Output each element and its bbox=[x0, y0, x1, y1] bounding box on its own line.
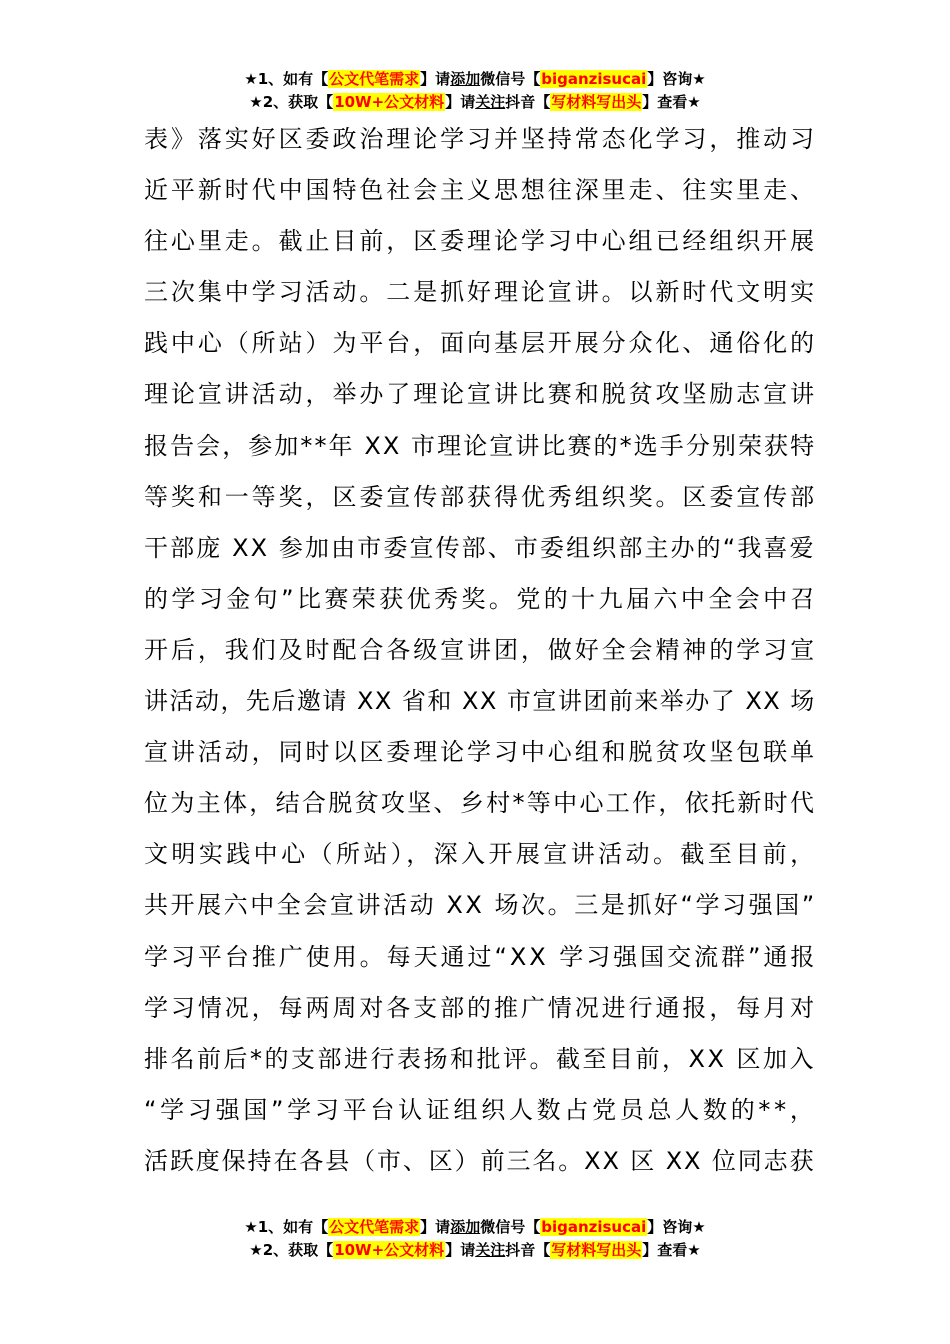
banner-underlined-text: 关注 bbox=[475, 1241, 506, 1259]
banner-text: 】请 bbox=[420, 70, 451, 88]
body-line: 表》落实好区委政治理论学习并坚持常态化学习，推动习 bbox=[144, 125, 817, 153]
body-line: 干部庞 XX 参加由市委宣传部、市委组织部主办的“我喜爱 bbox=[144, 533, 816, 562]
banner-line-2 bbox=[0, 91, 950, 114]
banner-highlight: biganzisucai bbox=[541, 70, 647, 88]
banner-text: 】咨询★ bbox=[647, 70, 706, 88]
body-line: 开后，我们及时配合各级宣讲团，做好全会精神的学习宣 bbox=[144, 635, 817, 664]
body-line: 报告会，参加**年 XX 市理论宣讲比赛的*选手分别荣获特 bbox=[144, 431, 817, 460]
body-line: 活跃度保持在各县（市、区）前三名。XX 区 XX 位同志获 bbox=[144, 1146, 816, 1175]
banner-highlight: 公文代笔需求 bbox=[329, 1218, 420, 1236]
banner-highlight: 10W+公文材料 bbox=[334, 93, 445, 111]
banner-line-1 bbox=[0, 1216, 950, 1239]
banner-underlined-text: 添加 bbox=[450, 1218, 481, 1236]
body-line: “学习强国”学习平台认证组织人数占党员总人数的**， bbox=[144, 1095, 818, 1124]
banner-text: ★1、如有【 bbox=[244, 70, 329, 88]
banner-text: 】查看★ bbox=[642, 1241, 701, 1259]
body-line: 宣讲活动，同时以区委理论学习中心组和脱贫攻坚包联单 bbox=[144, 738, 817, 767]
banner-text: 】咨询★ bbox=[647, 1218, 706, 1236]
banner-text: ★1、如有【 bbox=[244, 1218, 329, 1236]
banner-line-1 bbox=[0, 68, 950, 91]
banner-text: ★2、获取【 bbox=[249, 1241, 334, 1259]
banner-text: 微信号【 bbox=[480, 1218, 541, 1236]
body-line: 文明实践中心（所站），深入开展宣讲活动。截至目前， bbox=[144, 840, 818, 869]
banner-highlight: 写材料写出头 bbox=[551, 93, 642, 111]
body-line: 践中心（所站）为平台，面向基层开展分众化、通俗化的 bbox=[144, 329, 817, 358]
footer-banner bbox=[0, 1216, 950, 1262]
body-line: 讲活动，先后邀请 XX 省和 XX 市宣讲团前来举办了 XX 场 bbox=[144, 687, 816, 716]
body-line: 等奖和一等奖，区委宣传部获得优秀组织奖。区委宣传部 bbox=[144, 482, 817, 511]
body-line: 理论宣讲活动，举办了理论宣讲比赛和脱贫攻坚励志宣讲 bbox=[144, 380, 817, 409]
banner-text: 】查看★ bbox=[642, 93, 701, 111]
banner-underlined-text: 关注 bbox=[475, 93, 506, 111]
body-line: 位为主体，结合脱贫攻坚、乡村*等中心工作，依托新时代 bbox=[144, 789, 817, 818]
body-line: 学习情况，每两周对各支部的推广情况进行通报，每月对 bbox=[144, 993, 817, 1022]
body-line: 三次集中学习活动。二是抓好理论宣讲。以新时代文明实 bbox=[144, 278, 817, 307]
banner-text: 抖音【 bbox=[505, 1241, 551, 1259]
body-line: 近平新时代中国特色社会主义思想往深里走、往实里走、 bbox=[144, 176, 817, 205]
body-line: 往心里走。截止目前，区委理论学习中心组已经组织开展 bbox=[144, 227, 817, 256]
banner-text: 抖音【 bbox=[505, 93, 551, 111]
banner-text: 】请 bbox=[445, 1241, 476, 1259]
document-body bbox=[144, 114, 818, 1187]
body-line: 排名前后*的支部进行表扬和批评。截至目前，XX 区加入 bbox=[144, 1044, 817, 1073]
banner-highlight: 公文代笔需求 bbox=[329, 70, 420, 88]
body-line: 学习平台推广使用。每天通过“XX 学习强国交流群”通报 bbox=[144, 942, 818, 971]
banner-line-2 bbox=[0, 1239, 950, 1262]
banner-text: ★2、获取【 bbox=[249, 93, 334, 111]
banner-highlight: 写材料写出头 bbox=[551, 1241, 642, 1259]
banner-text: 】请 bbox=[420, 1218, 451, 1236]
banner-text: 微信号【 bbox=[480, 70, 541, 88]
header-banner bbox=[0, 68, 950, 114]
banner-underlined-text: 添加 bbox=[450, 70, 481, 88]
body-line: 共开展六中全会宣讲活动 XX 场次。三是抓好“学习强国” bbox=[144, 891, 817, 920]
banner-highlight: 10W+公文材料 bbox=[334, 1241, 445, 1259]
banner-highlight: biganzisucai bbox=[541, 1218, 647, 1236]
body-line: 的学习金句”比赛荣获优秀奖。党的十九届六中全会中召 bbox=[144, 584, 818, 613]
banner-text: 】请 bbox=[445, 93, 476, 111]
